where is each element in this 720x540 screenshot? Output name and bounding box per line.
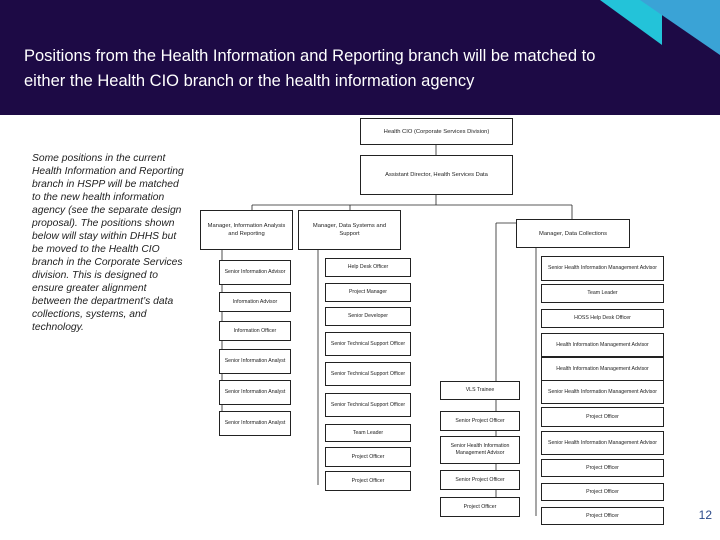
org-box-manager-info-analysis: Manager, Information Analysis and Reporting — [200, 210, 293, 250]
org-box-staff: Information Advisor — [219, 292, 291, 312]
org-box-staff: Project Officer — [541, 407, 664, 427]
org-box-staff: Senior Technical Support Officer — [325, 332, 411, 356]
org-box-staff: Senior Project Officer — [440, 470, 520, 490]
org-box-staff: Senior Project Officer — [440, 411, 520, 431]
org-box-staff: Senior Information Analyst — [219, 411, 291, 436]
org-box-staff: Project Officer — [541, 459, 664, 477]
org-box-staff: Project Officer — [541, 507, 664, 525]
org-box-staff: Help Desk Officer — [325, 258, 411, 277]
org-box-staff: Senior Technical Support Officer — [325, 362, 411, 386]
org-box-staff: Senior Information Analyst — [219, 349, 291, 374]
org-box-staff: Senior Technical Support Officer — [325, 393, 411, 417]
org-box-health-cio: Health CIO (Corporate Services Division) — [360, 118, 513, 145]
page-number: 12 — [698, 508, 712, 522]
explanatory-note: Some positions in the current Health Information and Reporting branch in HSPP will be matched to the new health information agency (see the separate design proposal). The positions shown below will stay within DHHS but be moved to the Health CIO branch in the Corporate Services division. This is designed to ensure greater alignment between the department’s data collections, systems, and technology. — [32, 153, 184, 333]
org-box-staff: Senior Health Information Management Advisor — [541, 256, 664, 281]
org-box-staff: Project Officer — [440, 497, 520, 517]
org-box-staff: HOSS Help Desk Officer — [541, 309, 664, 328]
org-box-staff: Team Leader — [325, 424, 411, 442]
org-box-staff: Information Officer — [219, 321, 291, 341]
org-box-staff: Team Leader — [541, 284, 664, 303]
org-box-staff: VLS Trainee — [440, 381, 520, 400]
org-box-assistant-director: Assistant Director, Health Services Data — [360, 155, 513, 195]
org-box-staff: Senior Health Information Management Advisor — [541, 431, 664, 455]
org-box-manager-data-systems: Manager, Data Systems and Support — [298, 210, 401, 250]
org-box-staff: Senior Developer — [325, 307, 411, 326]
org-box-staff: Project Officer — [325, 471, 411, 491]
org-box-manager-data-collections: Manager, Data Collections — [516, 219, 630, 248]
org-box-staff: Senior Health Information Management Advisor — [541, 380, 664, 404]
org-box-staff: Senior Information Advisor — [219, 260, 291, 285]
org-box-staff: Project Manager — [325, 283, 411, 302]
org-box-staff: Health Information Management Advisor — [541, 333, 664, 357]
org-box-staff: Health Information Management Advisor — [541, 357, 664, 381]
slide-title: Positions from the Health Information and Reporting branch will be matched to either the Health CIO branch or the health information agency — [24, 47, 596, 90]
org-box-staff: Senior Health Information Management Advisor — [440, 436, 520, 464]
org-box-staff: Project Officer — [325, 447, 411, 467]
org-box-staff: Project Officer — [541, 483, 664, 501]
org-box-staff: Senior Information Analyst — [219, 380, 291, 405]
